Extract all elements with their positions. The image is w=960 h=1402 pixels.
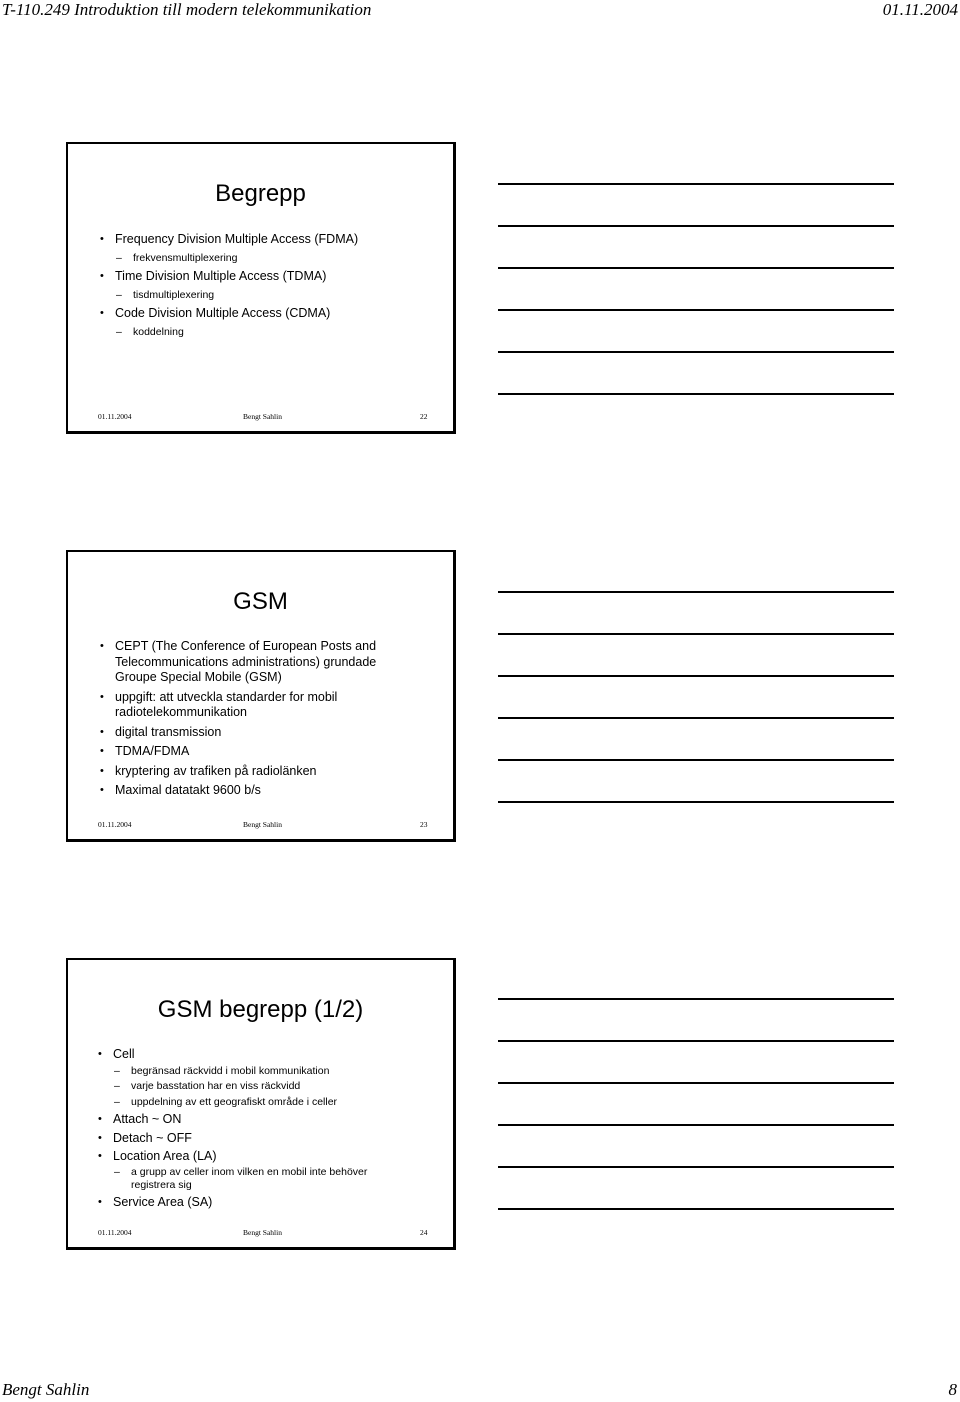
bullet-item: • digital transmission bbox=[100, 725, 413, 741]
course-title: T-110.249 Introduktion till modern telekommunikation bbox=[2, 0, 372, 19]
note-line bbox=[498, 309, 894, 311]
note-line bbox=[498, 717, 894, 719]
slide-title: Begrepp bbox=[215, 180, 306, 207]
bullet-item: • CEPT (The Conference of European Posts and Telecommunications administrations) grundade Groupe Special Mobile (GSM) bbox=[100, 639, 413, 686]
bullet-item: • uppgift: att utveckla standarder for mobil radiotelekommunikation bbox=[100, 690, 413, 721]
sub-bullet-item: – uppdelning av ett geografiskt område i celler bbox=[98, 1095, 393, 1111]
page-author: Bengt Sahlin bbox=[2, 1380, 90, 1399]
slide-footer bbox=[68, 412, 453, 422]
bullet-item: • Detach ~ OFF bbox=[98, 1131, 393, 1147]
slide-number: 22 bbox=[420, 412, 428, 421]
page-footer bbox=[0, 1380, 960, 1402]
slide-title: GSM begrepp (1/2) bbox=[157, 996, 364, 1023]
note-line bbox=[498, 1124, 894, 1126]
note-line bbox=[498, 675, 894, 677]
sub-bullet-item: – varje basstation har en viss räckvidd bbox=[98, 1079, 393, 1095]
bullet-item: • Attach ~ ON bbox=[98, 1112, 393, 1128]
sub-bullet-item: – begränsad räckvidd i mobil kommunikation bbox=[98, 1064, 393, 1080]
bullet-item: • Time Division Multiple Access (TDMA) bbox=[100, 269, 443, 285]
note-line bbox=[498, 1082, 894, 1084]
bullet-item: • Maximal datatakt 9600 b/s bbox=[100, 783, 413, 799]
note-line bbox=[498, 759, 894, 761]
note-line bbox=[498, 998, 894, 1000]
slide-23 bbox=[66, 550, 456, 842]
sub-bullet-item: – tisdmultiplexering bbox=[100, 288, 443, 304]
bullet-item: • Cell bbox=[98, 1047, 393, 1063]
header-date: 01.11.2004 bbox=[882, 0, 958, 19]
slide-bullets bbox=[100, 639, 413, 799]
bullet-item: • Location Area (LA) bbox=[98, 1149, 393, 1165]
note-line bbox=[498, 1166, 894, 1168]
note-line bbox=[498, 801, 894, 803]
slide-footer bbox=[68, 1228, 453, 1238]
slide-footer-author: Bengt Sahlin bbox=[243, 820, 282, 829]
slide-number: 23 bbox=[420, 820, 428, 829]
slide-number: 24 bbox=[420, 1228, 428, 1237]
slide-title: GSM bbox=[233, 588, 288, 615]
note-line bbox=[498, 591, 894, 593]
note-line bbox=[498, 183, 894, 185]
note-line bbox=[498, 225, 894, 227]
sub-bullet-item: – koddelning bbox=[100, 325, 443, 341]
slide-footer-author: Bengt Sahlin bbox=[243, 1228, 282, 1237]
slide-bullets bbox=[98, 1047, 393, 1210]
page-number: 8 bbox=[948, 1380, 957, 1399]
note-line bbox=[498, 267, 894, 269]
slide-footer-date: 01.11.2004 bbox=[98, 820, 132, 829]
slide-bullets bbox=[100, 232, 443, 340]
note-line bbox=[498, 393, 894, 395]
sub-bullet-item: – frekvensmultiplexering bbox=[100, 251, 443, 267]
bullet-item: • TDMA/FDMA bbox=[100, 744, 413, 760]
note-line bbox=[498, 1040, 894, 1042]
slide-footer-date: 01.11.2004 bbox=[98, 1228, 132, 1237]
slide-footer-date: 01.11.2004 bbox=[98, 412, 132, 421]
note-line bbox=[498, 633, 894, 635]
bullet-item: • Frequency Division Multiple Access (FDMA) bbox=[100, 232, 443, 248]
sub-bullet-item: – a grupp av celler inom vilken en mobil inte behöver registrera sig bbox=[98, 1166, 393, 1192]
page-header bbox=[0, 0, 960, 22]
note-line bbox=[498, 1208, 894, 1210]
bullet-item: • Service Area (SA) bbox=[98, 1195, 393, 1211]
slide-footer bbox=[68, 820, 453, 830]
note-line bbox=[498, 351, 894, 353]
bullet-item: • kryptering av trafiken på radiolänken bbox=[100, 764, 413, 780]
slide-24 bbox=[66, 958, 456, 1250]
slide-footer-author: Bengt Sahlin bbox=[243, 412, 282, 421]
slide-22 bbox=[66, 142, 456, 434]
bullet-item: • Code Division Multiple Access (CDMA) bbox=[100, 306, 443, 322]
